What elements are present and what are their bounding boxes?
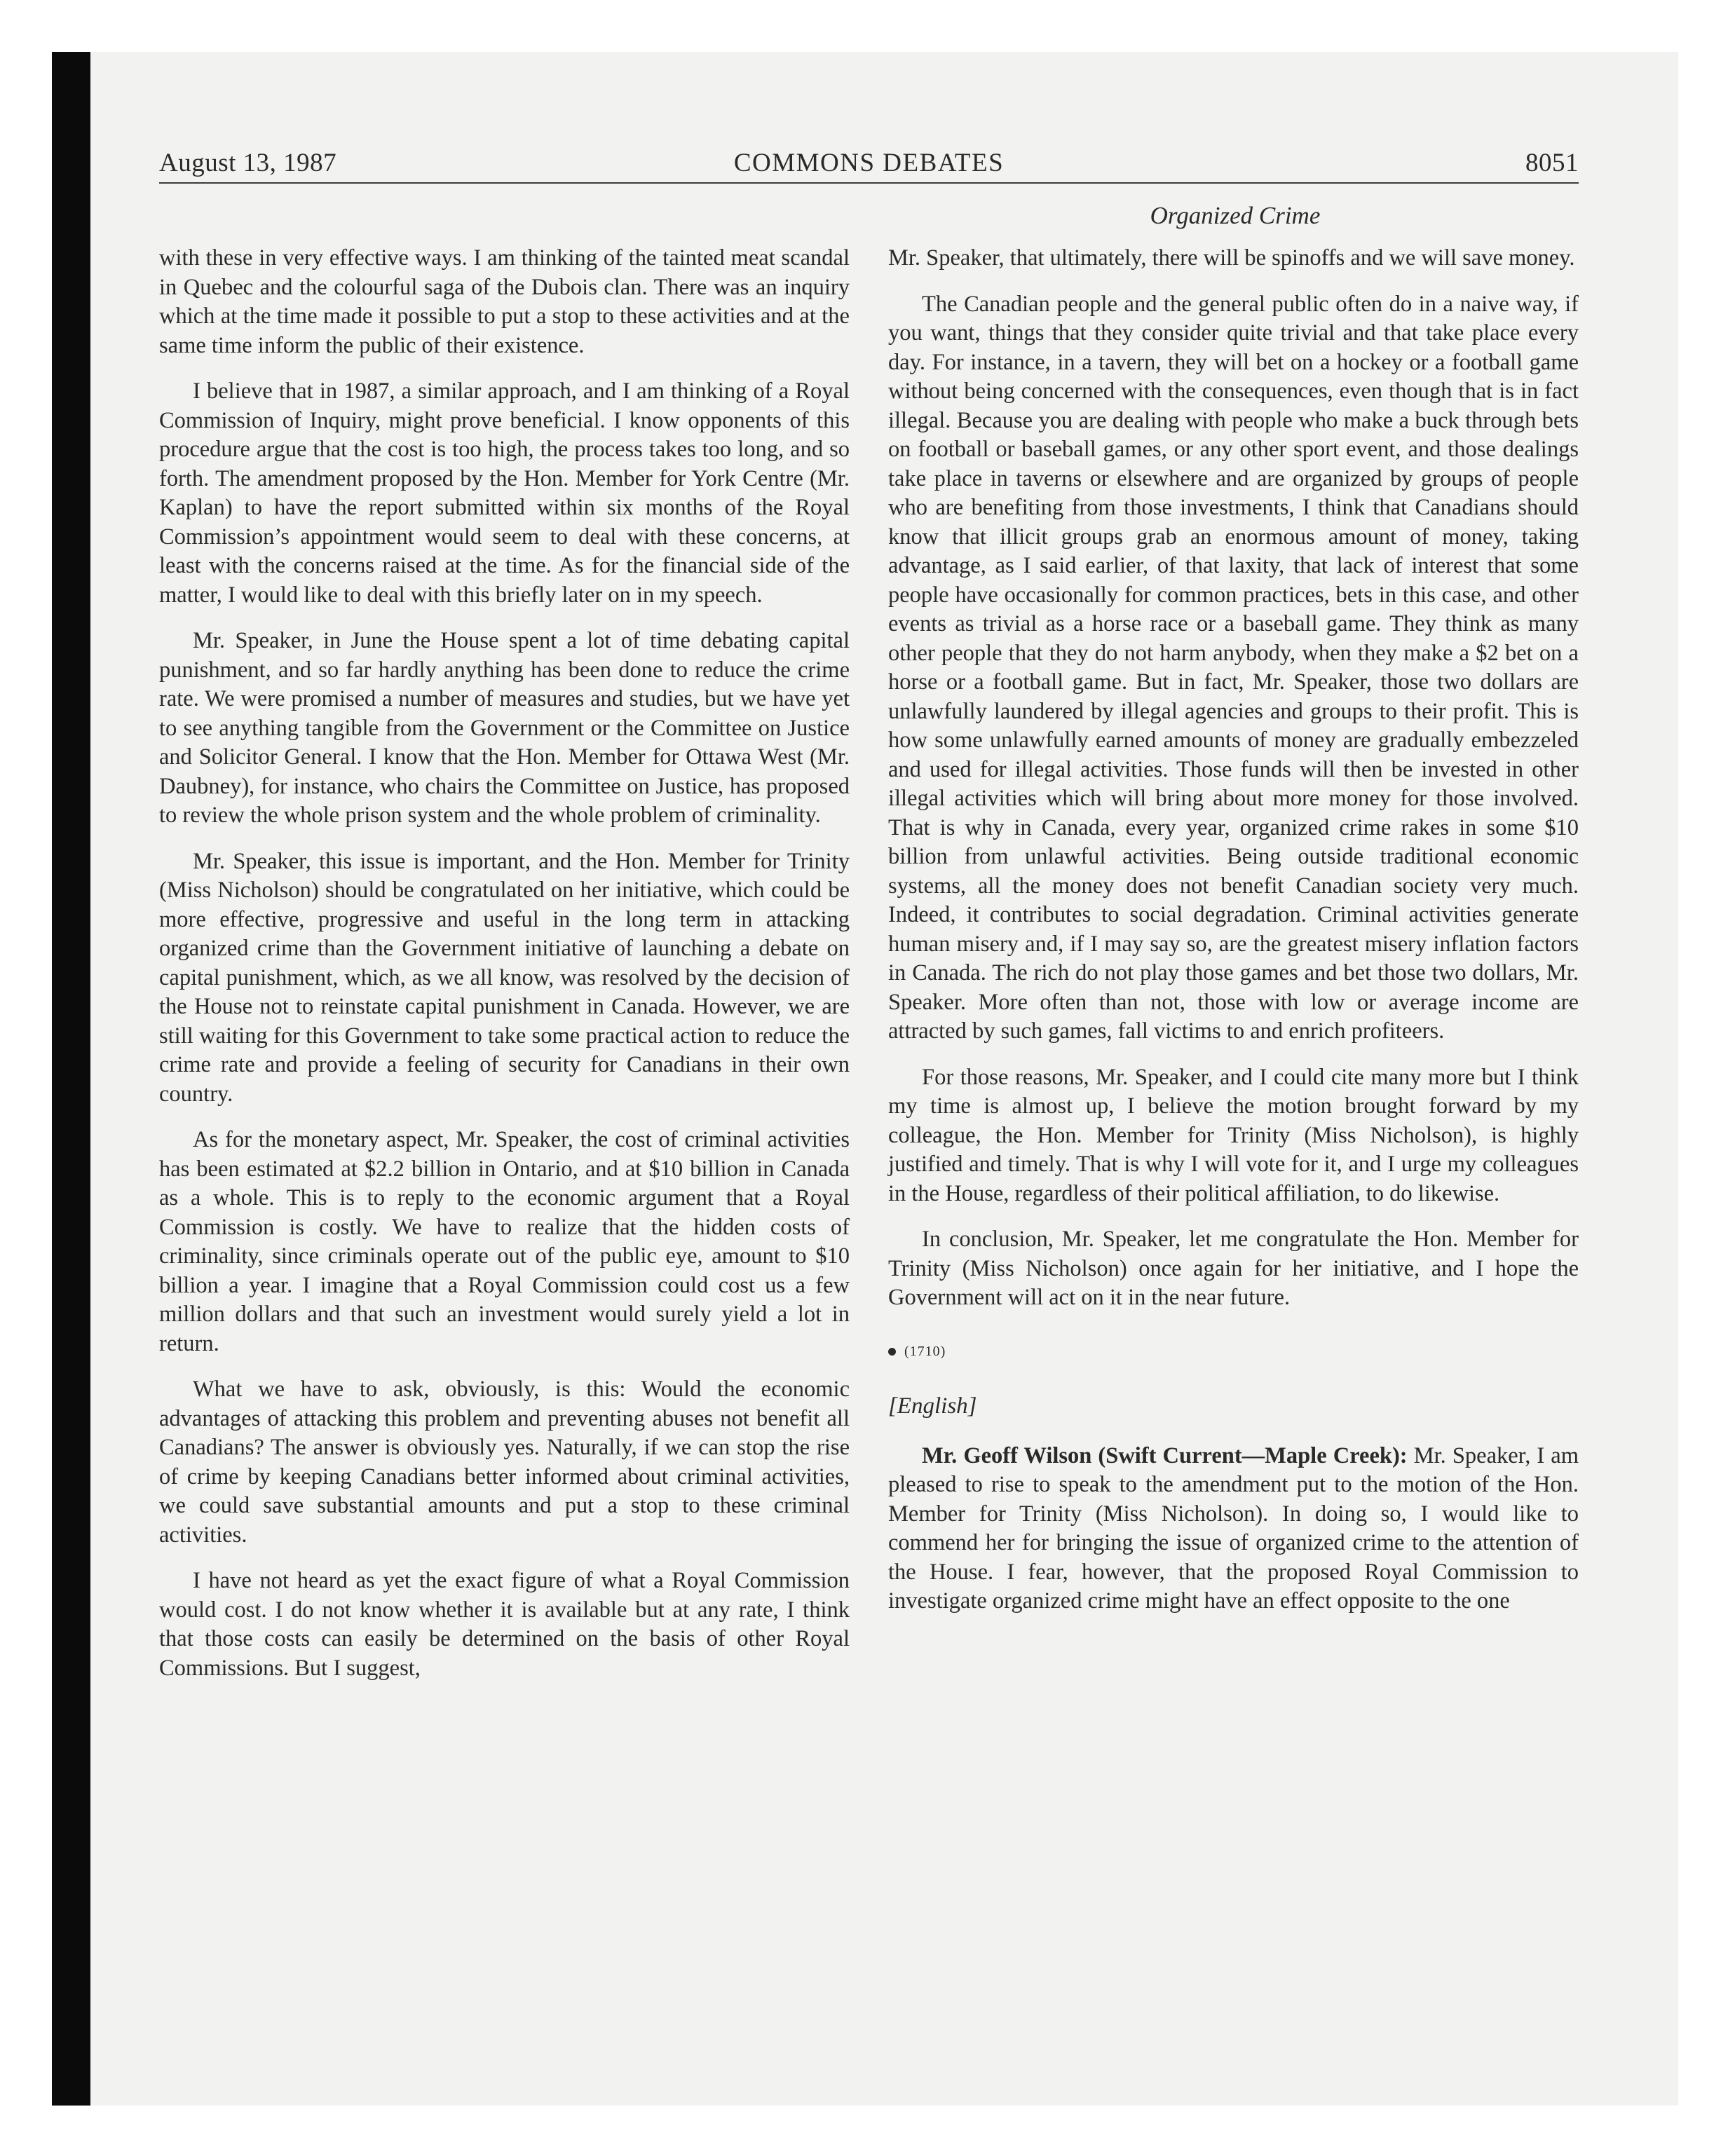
paragraph: I believe that in 1987, a similar approach, and I am thinking of a Royal Commission of Inquiry, might prove beneficial. I know opponents of this procedure argue that the cost is too high, the process takes too long, and so forth. The amendment proposed by the Hon. Member for York Centre (Mr. Kaplan) to have the report submitted within six months of the Royal Commission’s appointment would seem to deal with these concerns, at least with the concerns raised at the time. As for the financial side of the matter, I would like to deal with this briefly later on in my speech. — [159, 378, 850, 608]
speech-paragraph — [888, 1442, 1579, 1616]
paragraph: What we have to ask, obviously, is this: Would the economic advantages of attacking this problem and preventing abuses not benefit all Canadians? The answer is obviously yes. Naturally, if we can stop the rise of crime by keeping Canadians better informed about criminal activities, we could save substantial amounts and put a stop to these criminal activities. — [159, 1377, 850, 1548]
hansard-page — [159, 146, 1579, 2066]
paragraph: The Canadian people and the general public often do in a naive way, if you want, things that they consider quite trivial and that take place every day. For instance, in a tavern, they will bet on a hockey or a football game without being concerned with the consequences, even though that is in fact illegal. Because you are dealing with people who make a buck through bets on football or baseball games, or any other sport event, and those dealings take place in taverns or elsewhere and are organized by groups of people who are benefiting from those investments, I think that Canadians should know that illicit groups grab an enormous amount of money, taking advantage, as I said earlier, of that laxity, that lack of interest that some people have occasionally for common practices, bets in this case, and other events as trivial as a horse race or a baseball game. They think as many other people that they do not harm anybody, when they make a $2 bet on a horse or a football game. But in fact, Mr. Speaker, those two dollars are unlawfully laundered by illegal agencies and groups to their profit. This is how some unlawfully earned amounts of money are gradually embezzeled and used for illegal activities. Those funds will then be invested in other illegal activities which will bring about more money for those involved. That is why in Canada, every year, organized crime rakes in some $10 billion from unlawful activities. Being outside traditional economic systems, all the money does not benefit Canadian society very much. Indeed, it contributes to social degradation. Criminal activities generate human misery and, if I may say so, are the greatest misery inflation factors in Canada. The rich do not play those games and bet those two dollars, Mr. Speaker. More often than not, those with low or average income are attracted by such games, fall victims to and enrich profiteers. — [888, 291, 1579, 1044]
header-rule — [159, 182, 1579, 184]
running-header — [159, 146, 1579, 181]
speaker-name: Mr. Geoff Wilson (Swift Current—Maple Creek): — [922, 1442, 1408, 1468]
topic-heading: Organized Crime — [1150, 202, 1321, 229]
language-note-text: [English] — [888, 1393, 977, 1419]
paragraph: In conclusion, Mr. Speaker, let me congratulate the Hon. Member for Trinity (Miss Nicholson) once again for her initiative, and I hope the Government will act on it in the near future. — [888, 1227, 1579, 1310]
header-page-number: 8051 — [1525, 149, 1579, 177]
header-title: COMMONS DEBATES — [733, 149, 1005, 177]
right-column — [888, 244, 1579, 1633]
paragraph: Mr. Speaker, in June the House spent a lot of time debating capital punishment, and so far hardly anything has been done to reduce the crime rate. We were promised a number of measures and studies, but we have yet to see anything tangible from the Government or the Committee on Justice and Solicitor General. I know that the Hon. Member for Ottawa West (Mr. Daubney), for instance, who chairs the Committee on Justice, has proposed to review the whole prison system and the whole problem of criminality. — [159, 628, 850, 828]
time-marker-label: (1710) — [904, 1343, 946, 1359]
time-marker — [888, 1341, 1579, 1362]
bullet-icon — [888, 1348, 896, 1356]
paragraph: As for the monetary aspect, Mr. Speaker, the cost of criminal activities has been estimated at $2.2 billion in Ontario, and at $10 billion in Canada as a whole. This is to reply to the economic argument that a Royal Commission is costly. We have to realize that the hidden costs of criminality, since criminals operate out of the public eye, amount to $10 billion a year. I imagine that a Royal Commission could cost us a few million dollars and that such an investment would surely yield a lot in return. — [159, 1127, 850, 1356]
paragraph: Mr. Speaker, that ultimately, there will be spinoffs and we will save money. — [888, 245, 1575, 271]
paragraph: I have not heard as yet the exact figure of what a Royal Commission would cost. I do not know whether it is available but at any rate, I think that those costs can easily be determined on the basis of other Royal Commissions. But I suggest, — [159, 1568, 850, 1681]
paragraph: Mr. Speaker, this issue is important, and the Hon. Member for Trinity (Miss Nicholson) should be congratulated on her initiative, which could be more effective, progressive and useful in the long term in attacking organized crime than the Government initiative of launching a debate on capital punishment, which, as we all know, was resolved by the decision of the House not to reinstate capital punishment in Canada. However, we are still waiting for this Government to take some practical action to reduce the crime rate and provide a feeling of security for Canadians in their own country. — [159, 848, 850, 1107]
header-date: August 13, 1987 — [159, 149, 337, 177]
language-note — [888, 1391, 1579, 1421]
paragraph: For those reasons, Mr. Speaker, and I could cite many more but I think my time is almost up, I believe the motion brought forward by my colleague, the Hon. Member for Trinity (Miss Nicholson), is highly justified and timely. That is why I will vote for it, and I urge my colleagues in the House, regardless of their political affiliation, to do likewise. — [888, 1064, 1579, 1206]
paragraph: with these in very effective ways. I am thinking of the tainted meat scandal in Quebec and the colourful saga of the Dubois clan. There was an inquiry which at the time made it possible to put a stop to these activities and at the same time inform the public of their existence. — [159, 245, 850, 358]
left-column — [159, 244, 850, 1700]
scan-edge-shadow — [52, 52, 90, 2106]
speech-text: Mr. Speaker, I am pleased to rise to speak to the amendment put to the motion of the Hon. Member for Trinity (Miss Nicholson). In doing so, I would like to commend her for bringing the issue of organized crime to the attention of the House. I fear, however, that the proposed Royal Commission to investigate organized crime might have an effect opposite to the one — [888, 1442, 1579, 1613]
